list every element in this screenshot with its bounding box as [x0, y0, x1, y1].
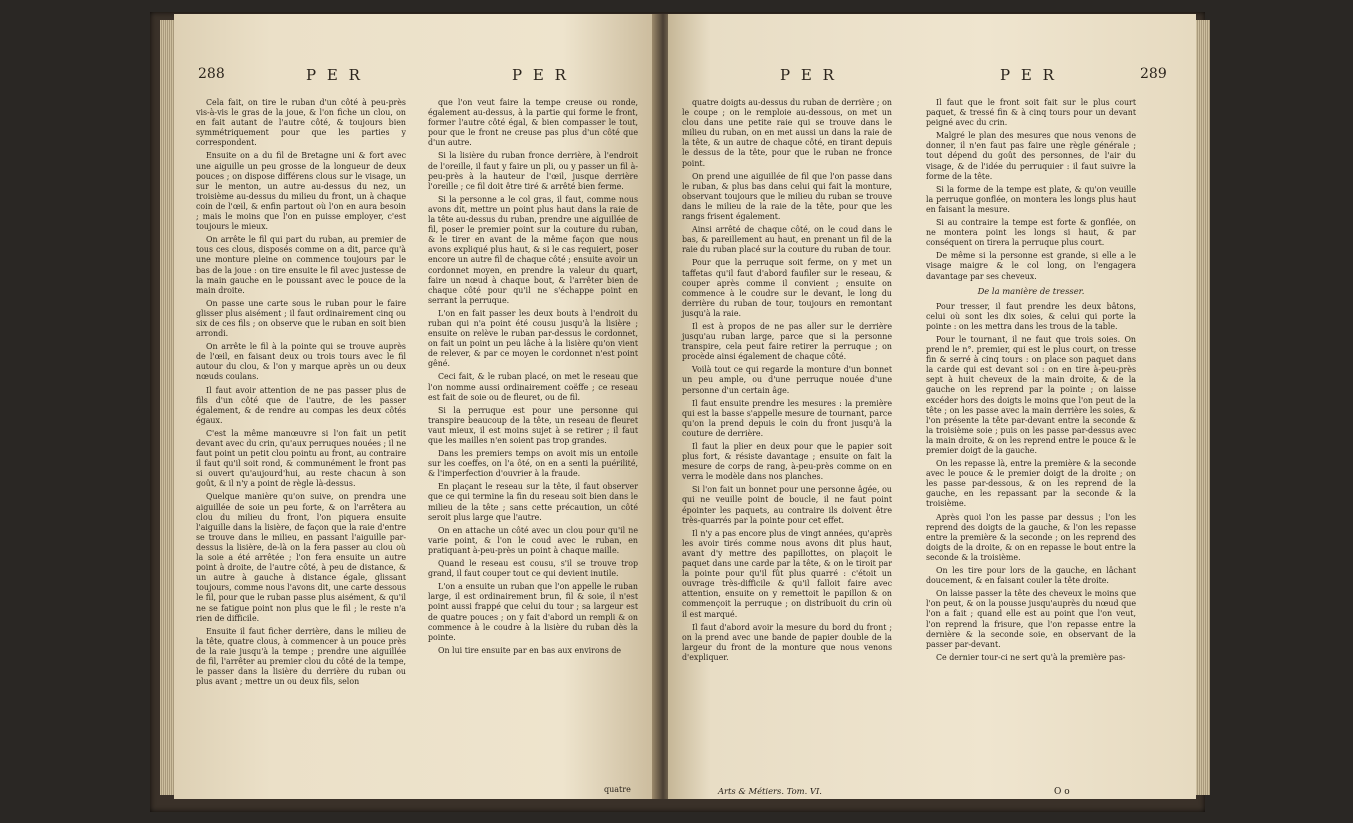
paragraph: Ceci fait, & le ruban placé, on met le reseau que l'on nomme aussi ordinairement coëffe ; ce reseau est fait de soie ou de fleuret, ou de fil. [428, 372, 638, 402]
left-column-2 [428, 98, 638, 659]
paragraph: que l'on veut faire la tempe creuse ou ronde, également au-dessus, à la partie qui forme le front, former l'autre côté égal, & bien compasser le tout, pour que le front ne creuse pas plus d'un côté que d'un autre. [428, 98, 638, 148]
left-column-1 [196, 98, 406, 690]
paragraph: On arrête le fil à la pointe qui se trouve auprès de l'œil, en faisant deux ou trois tours avec le fil autour du clou, & l'on y marque après un ou deux nœuds coulans. [196, 342, 406, 382]
paragraph: Si la lisière du ruban fronce derrière, à l'endroit de l'oreille, il faut y faire un pli, ou y passer un fil à-peu-près à la hauteur de l'œil, jusque derrière l'oreille ; ce fil doit être tiré & arrêté bien ferme. [428, 151, 638, 191]
paragraph: En plaçant le reseau sur la tête, il faut observer que ce qui termine la fin du reseau soit bien dans le milieu de la tête ; sans cette précaution, un côté seroit plus large que l'autre. [428, 482, 638, 522]
paragraph: Quelque manière qu'on suive, on prendra une aiguillée de soie un peu forte, & on l'arrêtera au clou du milieu du front, l'on piquera ensuite l'aiguille dans la lisière, de façon que la raie d'entre se trouve dans le milieu, en passant l'aiguille par-dessus la lisière, de-là on la fera passer au clou où la soie a été arrêtée ; l'on fera ensuite un autre point à droite, de l'autre côté, à peu de distance, & un autre à gauche à distance égale, glissant toujours, comme nous l'avons dit, une carte dessous le fil, pour que le ruban passe plus aisément, & qu'il ne se fatigue point non plus que le fil ; le reste n'a rien de difficile. [196, 492, 406, 623]
paragraph: Il n'y a pas encore plus de vingt années, qu'après les avoir tirés comme nous avons dit plus haut, avant d'y mettre des papillottes, on plaçoit le paquet dans une carde par la tête, & on le tiroit par la pointe pour qu'il fût plus quarré : c'étoit un ouvrage très-difficile & qu'il falloit faire avec attention, ensuite on y remettoit le papillon & on commençoit la perruque ; on distribuoit du crin où il est marqué. [682, 528, 892, 619]
paragraph: On prend une aiguillée de fil que l'on passe dans le ruban, & plus bas dans celui qui fait la monture, observant toujours que le milieu du ruban se trouve dans le milieu de la raie de la tête, pour que les rangs frisent également. [682, 171, 892, 222]
right-column-1 [682, 98, 892, 666]
paragraph: Si l'on fait un bonnet pour une personne âgée, ou qui ne veuille point de boucle, il ne faut point épointer les paquets, au contraire ils doivent être très-quarrés par la pointe pour cet effet. [682, 485, 892, 525]
paragraph: Il faut ensuite prendre les mesures : la première qui est la basse s'appelle mesure de tournant, parce qu'on la prend depuis le coin du front jusqu'à la couture de derrière. [682, 398, 892, 438]
volume-signature: Arts & Métiers. Tom. VI. [718, 786, 822, 796]
paragraph: Ainsi arrêté de chaque côté, on le coud dans le bas, & pareillement au haut, en prenant un fil de la raie du ruban placé sur la couture du ruban de tour. [682, 225, 892, 255]
paragraph: Après quoi l'on les passe par dessus ; l'on les reprend des doigts de la gauche, & l'on les repasse entre la première & la seconde ; on les reprend des doigts de la droite, & on en repasse le bout entre la seconde & la troisième. [926, 512, 1136, 562]
paragraph: Il faut la plier en deux pour que le papier soit plus fort, & résiste davantage ; ensuite on fait la mesure de corps de rang, à-peu-près comme on en verra le modèle dans nos planches. [682, 442, 892, 482]
paragraph: Voilà tout ce qui regarde la monture d'un bonnet un peu ample, ou d'une perruque nouée d'une personne d'un certain âge. [682, 365, 892, 395]
paragraph: Si la personne a le col gras, il faut, comme nous avons dit, mettre un point plus haut dans la raie de la tête au-dessus du ruban, prendre une aiguillée de fil, poser le premier point sur la couture du ruban, & le tirer en avant de la même façon que nous avons expliqué plus haut, & si le cas requiert, poser encore un autre fil de chaque côté ; ensuite avoir un cordonnet moyen, en prendre la valeur du quart, faire un nœud à chaque bout, & l'arrêter bien de chaque côté pour qu'il ne s'échappe point en serrant la perruque. [428, 194, 638, 305]
paragraph: Cela fait, on tire le ruban d'un côté à peu-près vis-à-vis le gras de la joue, & l'on fiche un clou, on en fait autant de l'autre côté, & toujours bien symmétriquement pour que les parties y correspondent. [196, 98, 406, 148]
paragraph: Malgré le plan des mesures que nous venons de donner, il n'en faut pas faire une règle générale ; tout dépend du goût des personnes, de l'air du visage, & de l'idée du perruquier : il faut suivre la forme de la tête. [926, 131, 1136, 181]
paragraph: Ce dernier tour-ci ne sert qu'à la première pas- [936, 652, 1126, 662]
right-page-number: 289 [1140, 66, 1167, 82]
paragraph: On lui tire ensuite par en bas aux environs de [438, 645, 622, 655]
left-page [174, 14, 660, 799]
paragraph: Si la perruque est pour une personne qui transpire beaucoup de la tête, un reseau de fleuret vaut mieux, il est moins sujet à se retirer ; il faut que les mailles n'en soient pas trop grandes. [428, 405, 638, 445]
left-head-word: P E R [306, 66, 363, 84]
paragraph: Ensuite il faut ficher derrière, dans le milieu de la tête, quatre clous, à commencer à un pouce près de la raie jusqu'à la tempe ; prendre une aiguillée de fil, l'arrêter au premier clou du côté de la tempe, le passer dans la lisière du derrière du ruban ou plus avant ; mettre un ou deux fils, selon [196, 626, 406, 687]
paragraph: On en attache un côté avec un clou pour qu'il ne varie point, & l'on le coud avec le ruban, en pratiquant à-peu-près un point à chaque maille. [428, 525, 638, 555]
paragraph: Si au contraire la tempe est forte & gonflée, on ne montera point les longs si haut, & par conséquent on tirera la perruque plus court. [926, 218, 1136, 248]
paragraph: De même si la personne est grande, si elle a le visage maigre & le col long, on l'engagera davantage par ses cheveux. [926, 251, 1136, 281]
paragraph: quatre doigts au-dessus du ruban de derrière ; on le coupe ; on le remploie au-dessous, on met un clou dans une petite raie qui se trouve dans le milieu du ruban, on en met aussi un dans la raie de la tête, & un autre de chaque côté, en tirant depuis le dessus de la tête, pour que le ruban ne fronce point. [682, 98, 892, 168]
catchword: quatre [604, 785, 631, 794]
left-page-edges [160, 20, 174, 795]
right-running-header [668, 66, 1196, 94]
paragraph: On arrête le fil qui part du ruban, au premier de tous ces clous, disposés comme on a dit, parce qu'à une monture pleine on commence toujours par le bas de la joue : on tire ensuite le fil avec justesse de la main gauche en le poussant avec le pouce de la main droite. [196, 235, 406, 295]
paragraph: Pour tresser, il faut prendre les deux bâtons, celui où sont les dix soies, & celui qui porte la pointe : on les mettra dans les trous de la table. [926, 301, 1136, 331]
paragraph: Il est à propos de ne pas aller sur le derrière jusqu'au ruban large, parce que si la personne transpire, cela peut faire retirer la perruque ; on procède ainsi également de chaque côté. [682, 321, 892, 362]
right-head-word-2: P E R [1000, 66, 1057, 84]
paragraph: On laisse passer la tête des cheveux le moins que l'on peut, & on la pousse jusqu'auprès du nœud que l'on a fait ; quand elle est au point que l'on veut, l'on reprend la frisure, que l'on repasse entre la dernière & la seconde soie, en observant de la passer par-devant. [926, 589, 1136, 649]
left-head-word-2: P E R [512, 66, 569, 84]
paragraph: C'est la même manœuvre si l'on fait un petit devant avec du crin, qu'aux perruques nouées ; il ne faut point un petit clou pointu au front, au contraire il faut qu'il soit rond, & communément le front pas si ouvert qu'aujourd'hui, au reste chacun à son goût, & il n'y a point de règle là-dessus. [196, 428, 406, 489]
paragraph: Il faut d'abord avoir la mesure du bord du front ; on la prend avec une bande de papier double de la largeur du front de la monture que nous venons d'expliquer. [682, 622, 892, 662]
paragraph: Il faut avoir attention de ne pas passer plus de fils d'un côté que de l'autre, de les passer également, & de rendre au compas les deux côtés égaux. [196, 385, 406, 425]
paragraph: Pour que la perruque soit ferme, on y met un taffetas qu'il faut d'abord faufiler sur le reseau, & couper après comme il convient ; ensuite on commence à le coudre sur le devant, le long du derrière du ruban de tour, toujours en remontant jusqu'à la raie. [682, 258, 892, 318]
paragraph: Ensuite on a du fil de Bretagne uni & fort avec une aiguille un peu grosse de la longueur de deux pouces ; on dispose différens clous sur le visage, un sur le menton, un autre au-dessus du nez, un troisième au-dessus du milieu du front, un à chaque coin de l'œil, & enfin partout où l'on en aura besoin ; mais le moins que l'on en puisse employer, c'est toujours le mieux. [196, 151, 406, 232]
right-column-2 [926, 98, 1136, 666]
paragraph: L'on en fait passer les deux bouts à l'endroit du ruban qui n'a point été cousu jusqu'à la lisière ; ensuite on relève le ruban par-dessus le cordonnet, on fait un point un peu lâche à la lisière qu'on vient de relever, & par ce moyen le cordonnet n'est point gêné. [428, 308, 638, 369]
left-page-number: 288 [198, 66, 225, 82]
right-head-word: P E R [780, 66, 837, 84]
right-page [668, 14, 1196, 799]
signature-mark: O o [1054, 787, 1070, 797]
paragraph: Pour le tournant, il ne faut que trois soies. On prend le n°. premier, qui est le plus court, on tresse fin & serré à cinq tours : on place son paquet dans la carde qui est devant soi : on en tire à-peu-près sept à huit cheveux de la main droite, & de la gauche on les reprend par la pointe ; on laisse excéder hors des doigts le moins que l'on peut de la tête ; on les passe avec la main derrière les soies, & l'on présente la tête par-devant entre la seconde & la troisième soie ; puis on les passe par-dessus avec la main droite, & on les reprend entre le pouce & le premier doigt de la gauche. [926, 334, 1136, 455]
paragraph: On les tire pour lors de la gauche, en lâchant doucement, & en faisant couler la tête droite. [926, 566, 1136, 586]
section-heading: De la manière de tresser. [977, 285, 1085, 296]
paragraph: Quand le reseau est cousu, s'il se trouve trop grand, il faut couper tout ce qui devient inutile. [428, 559, 638, 579]
paragraph: L'on a ensuite un ruban que l'on appelle le ruban large, il est ordinairement brun, fil & soie, il n'est point aussi frappé que celui du tour ; sa largeur est de quatre pouces ; on y fait d'abord un rempli & on commence à le coudre à la lisière du ruban dès la pointe. [428, 582, 638, 642]
paragraph: On passe une carte sous le ruban pour le faire glisser plus aisément ; il faut ordinairement cinq ou six de ces fils ; on observe que le ruban en soit bien arrondi. [196, 298, 406, 339]
paragraph: Il faut que le front soit fait sur le plus court paquet, & tressé fin & à cinq tours pour un devant peigné avec du crin. [926, 98, 1136, 128]
paragraph: On les repasse là, entre la première & la seconde avec le pouce & le premier doigt de la droite ; on les passe par-dessous, & on les reprend de la gauche, en les repassant par la seconde & la troisième. [926, 459, 1136, 509]
paragraph: Dans les premiers temps on avoit mis un entoile sur les coeffes, on l'a ôté, on en a senti la puérilité, & l'imperfection d'ouvrier à la fraude. [428, 449, 638, 479]
paragraph: Si la forme de la tempe est plate, & qu'on veuille la perruque gonflée, on montera les longs plus haut en faisant la mesure. [926, 184, 1136, 214]
left-running-header [174, 66, 660, 94]
right-page-edges [1196, 20, 1210, 795]
